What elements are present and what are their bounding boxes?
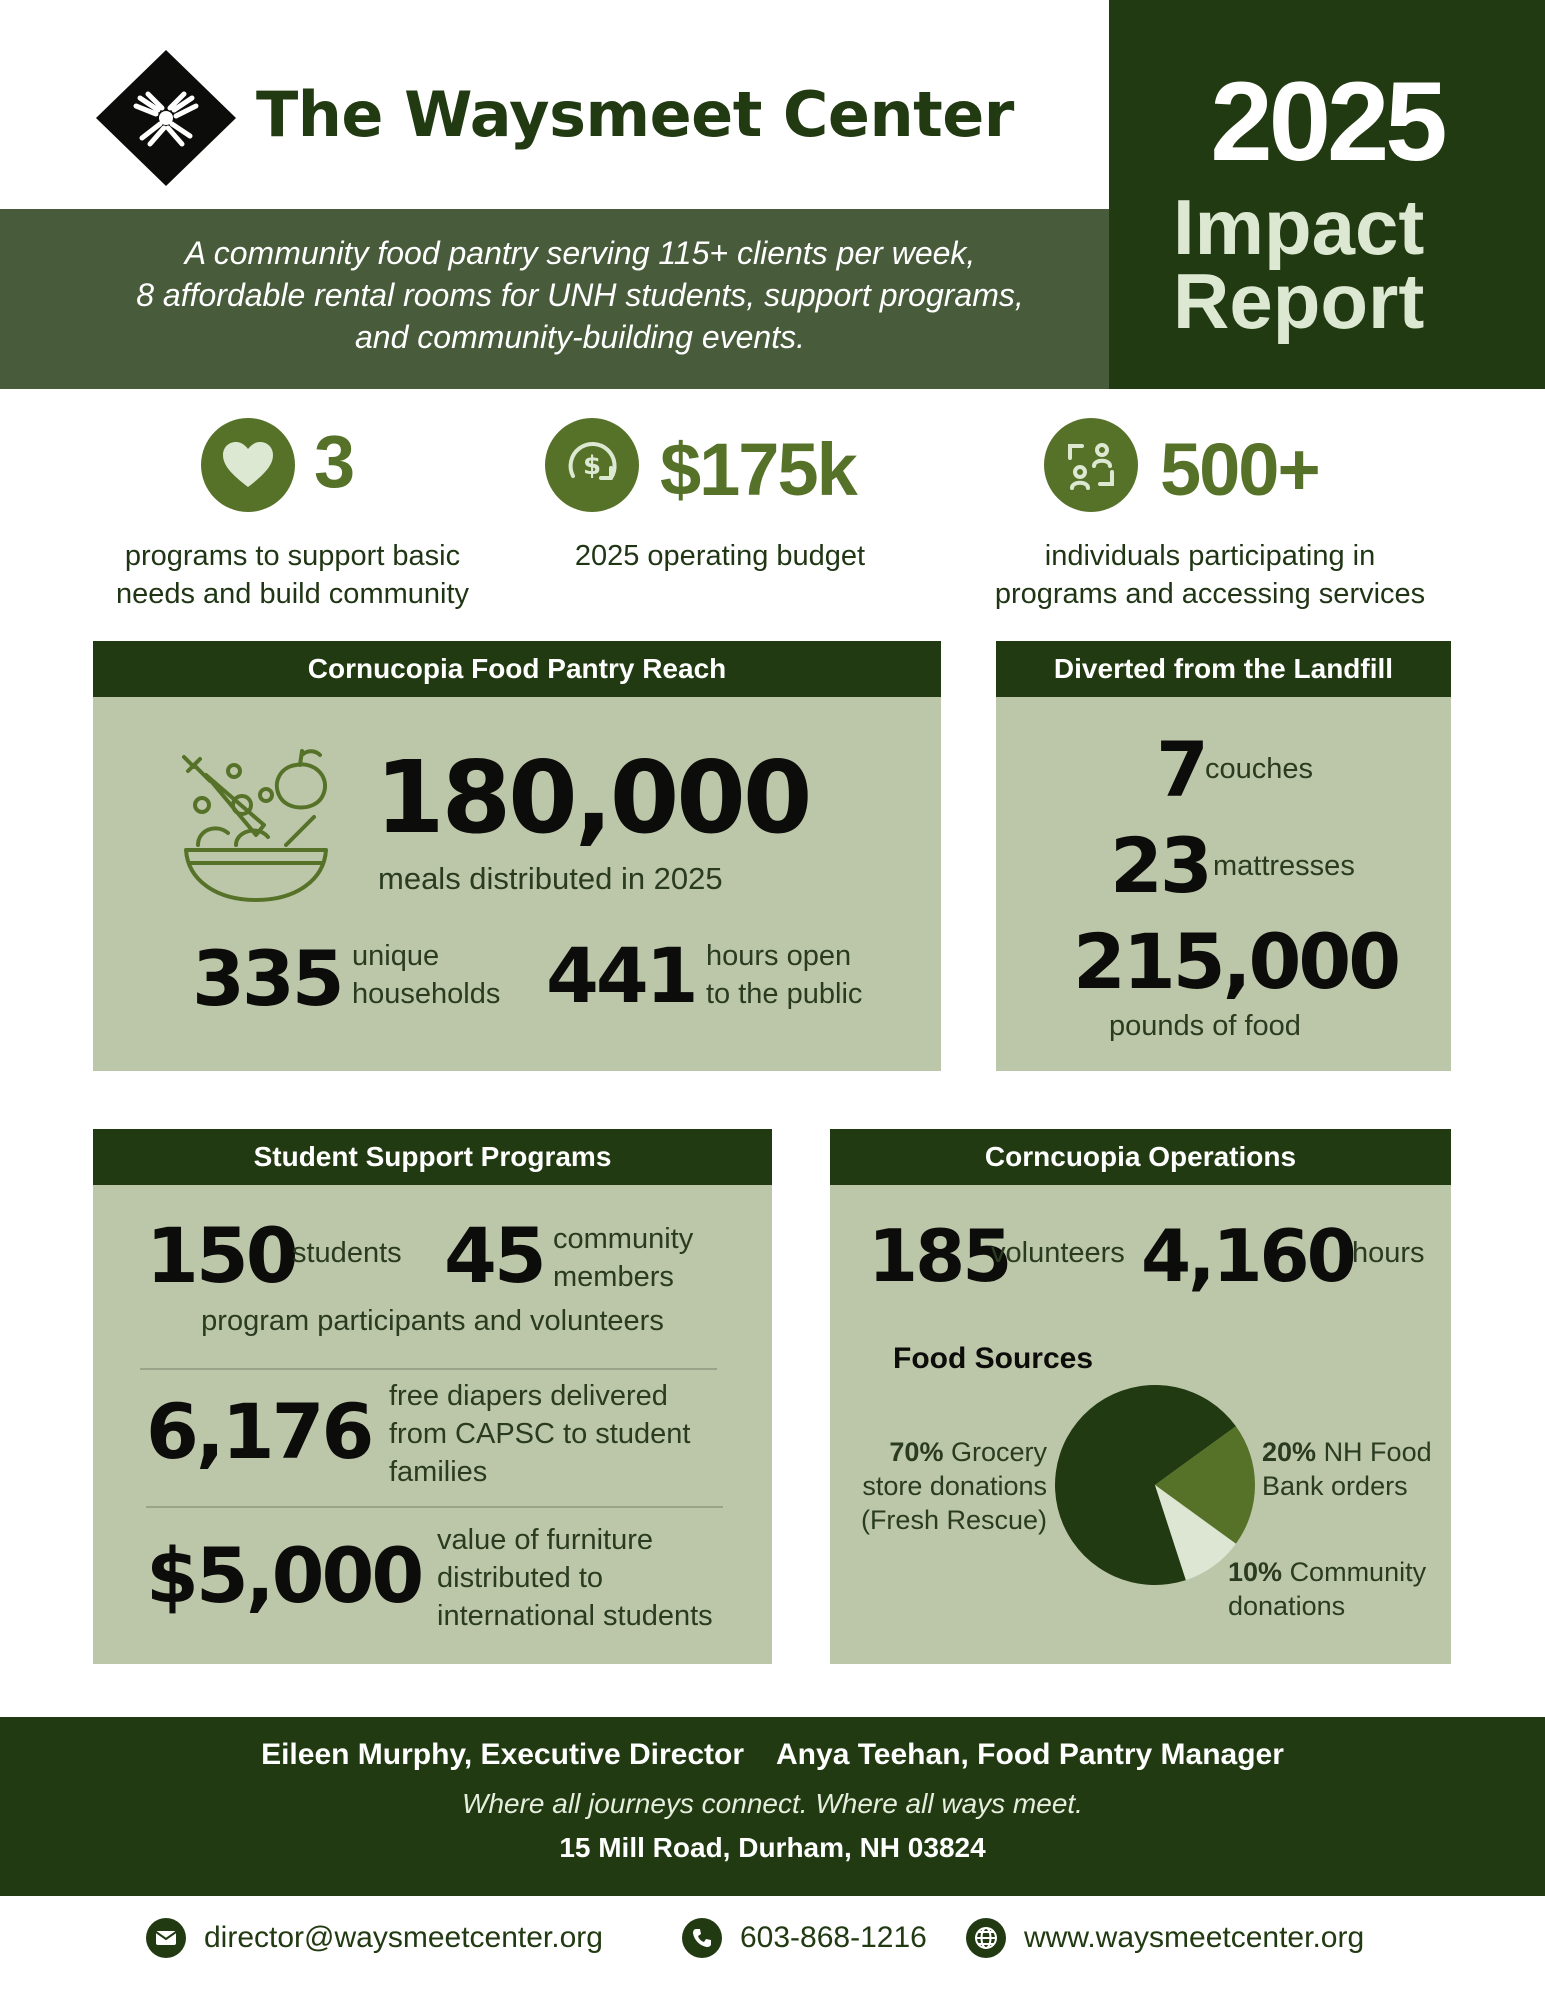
student-support-header: Student Support Programs: [93, 1129, 772, 1185]
staff-line: [0, 1738, 1545, 1772]
stat-value: $175k: [660, 428, 856, 511]
diapers-label: [389, 1377, 690, 1491]
food-sources-title: Food Sources: [893, 1342, 1094, 1375]
org-name: The Waysmeet Center: [256, 78, 1014, 151]
community-label-line: community: [553, 1223, 694, 1255]
slice-text: NH Food: [1323, 1437, 1432, 1467]
couches-label: couches: [1205, 753, 1314, 785]
furniture-label-line: distributed to: [437, 1562, 604, 1594]
globe-icon: [966, 1918, 1006, 1958]
volunteer-hours-value: 4,160: [1141, 1214, 1354, 1298]
staff-director: Eileen Murphy, Executive Director: [261, 1738, 745, 1771]
slice-pct: 20%: [1262, 1437, 1317, 1467]
slice-pct: 10%: [1228, 1557, 1283, 1587]
diapers-label-line: families: [389, 1456, 488, 1488]
report-year: 2025: [1210, 59, 1444, 184]
email-link[interactable]: [146, 1918, 603, 1958]
phone-link[interactable]: [682, 1918, 927, 1958]
website-link[interactable]: [966, 1918, 1364, 1958]
tagline-line: 8 affordable rental rooms for UNH students, support programs,: [136, 277, 1024, 313]
stat-description-line: programs and accessing services: [994, 578, 1426, 610]
address: 15 Mill Road, Durham, NH 03824: [559, 1832, 986, 1863]
slice-text: Community: [1289, 1557, 1427, 1587]
households-label-line: unique: [352, 940, 440, 972]
heart-icon: [201, 418, 295, 512]
slice-label-food-bank: [1262, 1435, 1432, 1503]
divider: [140, 1368, 717, 1370]
hours-open-label-line: to the public: [706, 978, 863, 1010]
svg-text:$: $: [582, 451, 602, 481]
meals-label: meals distributed in 2025: [378, 861, 723, 896]
furniture-value: $5,000: [146, 1531, 422, 1620]
pantry-reach-header: Cornucopia Food Pantry Reach: [93, 641, 941, 697]
mattresses-label: mattresses: [1213, 850, 1355, 882]
staff-pantry-manager: Anya Teehan, Food Pantry Manager: [776, 1738, 1284, 1771]
slice-text: donations: [1228, 1591, 1346, 1621]
stat-description-line: programs to support basic: [124, 540, 461, 572]
food-bowl-icon: [176, 745, 336, 910]
stat-value: 500+: [1160, 428, 1319, 511]
diapers-label-line: free diapers delivered: [389, 1380, 668, 1412]
volunteer-hours-label: hours: [1352, 1237, 1425, 1269]
divider: [146, 1506, 723, 1508]
food-diverted-value: 215,000: [1073, 917, 1399, 1006]
people-exchange-icon: [1044, 418, 1138, 512]
landfill-header: Diverted from the Landfill: [996, 641, 1451, 697]
logo-icon: [92, 48, 240, 188]
phone-icon: [682, 1918, 722, 1958]
tagline: [60, 232, 1100, 358]
hours-open-label-line: hours open: [706, 940, 852, 972]
stat-description-line: 2025 operating budget: [574, 540, 866, 572]
slice-text: Grocery: [950, 1437, 1047, 1467]
tagline-line: A community food pantry serving 115+ clients per week,: [184, 235, 976, 271]
phone-text: 603-868-1216: [740, 1921, 927, 1954]
furniture-label-line: international students: [437, 1600, 713, 1632]
slice-label-grocery: [840, 1435, 1047, 1537]
community-label: [553, 1220, 693, 1296]
diapers-value: 6,176: [146, 1387, 372, 1476]
mattresses-value: 23: [1110, 821, 1210, 910]
meals-value: 180,000: [375, 739, 810, 856]
report-title-line: Report: [1173, 257, 1425, 345]
report-title-line: Impact: [1173, 183, 1425, 271]
community-value: 45: [444, 1211, 544, 1300]
stat-description-line: needs and build community: [115, 578, 470, 610]
stat-description: [520, 537, 920, 575]
stat-description: [80, 537, 505, 613]
hours-open-value: 441: [546, 931, 696, 1020]
food-diverted-label: pounds of food: [1109, 1010, 1301, 1042]
furniture-label-line: value of furniture: [437, 1524, 654, 1556]
students-value: 150: [146, 1211, 296, 1300]
email-text: director@waysmeetcenter.org: [204, 1921, 603, 1954]
furniture-label: [437, 1521, 713, 1635]
slice-label-community: [1228, 1555, 1426, 1623]
community-label-line: members: [553, 1261, 674, 1293]
report-title: [1173, 183, 1425, 345]
volunteers-value: 185: [868, 1214, 1010, 1298]
motto: Where all journeys connect. Where all ways meet.: [462, 1788, 1083, 1819]
stat-value: 3: [314, 420, 354, 503]
participants-label: program participants and volunteers: [201, 1305, 664, 1337]
volunteers-label: volunteers: [991, 1237, 1125, 1269]
slice-text: store donations: [862, 1471, 1047, 1501]
website-text: www.waysmeetcenter.org: [1024, 1921, 1365, 1954]
diapers-label-line: from CAPSC to student: [389, 1418, 691, 1450]
students-label: students: [292, 1237, 402, 1269]
stat-description-line: individuals participating in: [1044, 540, 1376, 572]
households-label-line: households: [352, 978, 501, 1010]
slice-pct: 70%: [889, 1437, 944, 1467]
households-label: [352, 937, 500, 1013]
dollar-cycle-icon: [545, 418, 639, 512]
operations-header: Corncuopia Operations: [830, 1129, 1451, 1185]
hours-open-label: [706, 937, 862, 1013]
couches-value: 7: [1156, 725, 1206, 814]
tagline-line: and community-building events.: [354, 319, 805, 355]
envelope-icon: [146, 1918, 186, 1958]
households-value: 335: [192, 934, 342, 1023]
stat-description: [965, 537, 1455, 613]
slice-text: Bank orders: [1262, 1471, 1408, 1501]
slice-text: (Fresh Rescue): [860, 1505, 1047, 1535]
